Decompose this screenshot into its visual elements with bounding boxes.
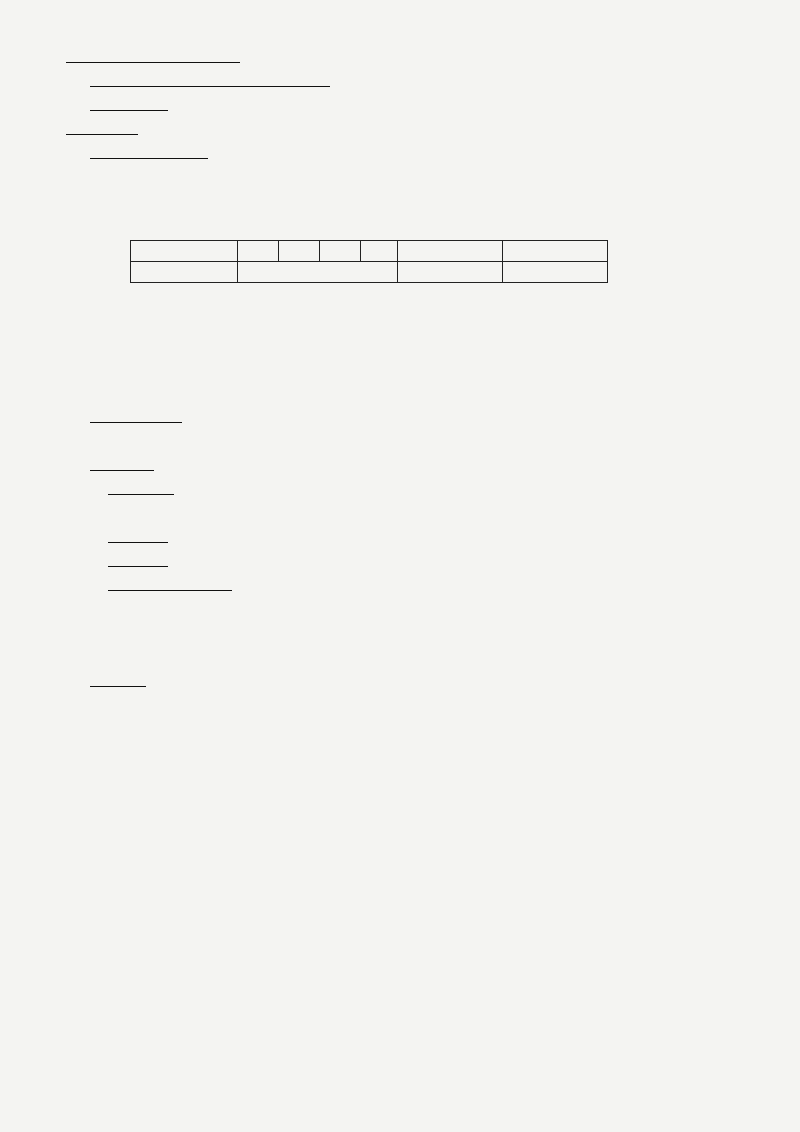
q24-part1-line2 (90, 408, 182, 428)
q23-part2-line1 (66, 48, 240, 68)
table-cell (279, 241, 320, 262)
table-cell (238, 262, 398, 283)
q23-part2-line3 (90, 96, 168, 116)
table-cell (503, 241, 608, 262)
q24-hyp1-line2 (108, 480, 174, 500)
table-cell (131, 241, 238, 262)
q24-part3-line4 (90, 672, 146, 692)
q23-part3-line2 (90, 144, 208, 164)
table-cell (398, 241, 503, 262)
table-cell (131, 262, 238, 283)
q24-hyp1-line1 (90, 456, 154, 476)
table-row (131, 262, 608, 283)
table-cell (361, 241, 398, 262)
q23-part3-line1 (66, 120, 138, 140)
chromosome-table (130, 240, 608, 283)
q24-hyp2-line3 (108, 552, 168, 572)
q24-hyp2-line2 (108, 528, 168, 548)
table-cell (320, 241, 361, 262)
table-cell (238, 241, 279, 262)
q24-hyp2-line4 (108, 576, 232, 596)
table-cell (503, 262, 608, 283)
table-row (131, 241, 608, 262)
q23-part2-line2 (90, 72, 330, 92)
table-cell (398, 262, 503, 283)
